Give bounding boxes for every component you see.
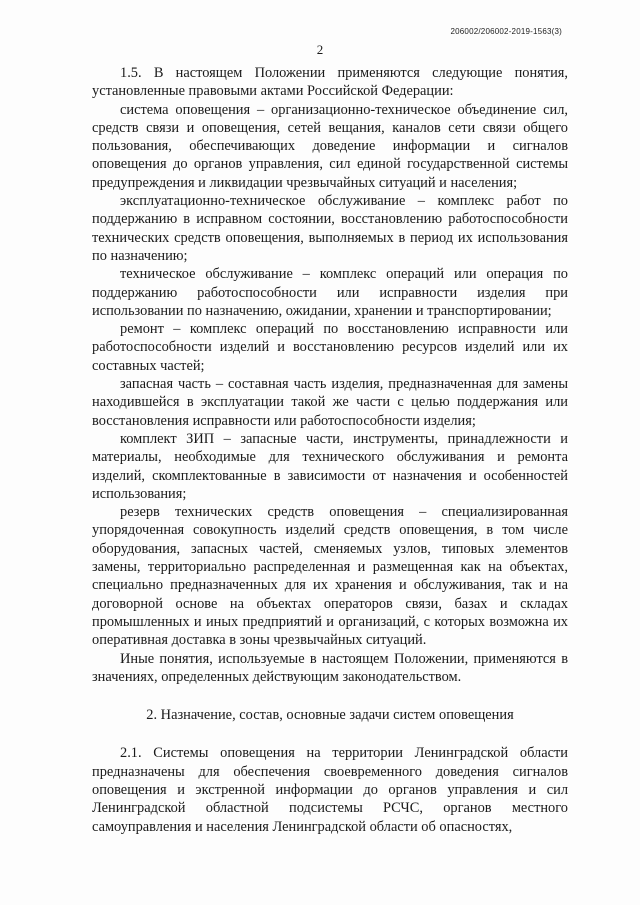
definition-spare-part: запасная часть – составная часть изделия, предназначенная для замены находившейся в эксплуатации такой же части с целью поддержания или восстановления исправности или работоспособности изделия;: [92, 376, 568, 429]
definition-repair: ремонт – комплекс операций по восстановлению исправности или работоспособности изделий и восстановлению ресурсов изделий или их составных частей;: [92, 321, 568, 374]
page-number: 2: [316, 42, 324, 57]
paragraph-1-5-intro: 1.5. В настоящем Положении применяются следующие понятия, установленные правовыми актами Российской Федерации:: [92, 65, 568, 100]
paragraph-other-terms: Иные понятия, используемые в настоящем Положении, применяются в значениях, определенных действующим законодательством.: [92, 650, 568, 685]
section-heading: 2. Назначение, состав, основные задачи систем оповещения: [146, 707, 514, 724]
definition-technical-maintenance: техническое обслуживание – комплекс операций или операция по поддержанию работоспособности или исправности изделия при использовании по назначению, ожидании, хранении и транспортировании;: [92, 266, 568, 319]
paragraph-2-1: 2.1. Системы оповещения на территории Ленинградской области предназначены для обеспечения своевременного доведения сигналов оповещения и экстренной информации до органов управления и сил Ленинградской областной подсистемы РСЧС, органов местного самоуправления и населения Ленинградской области об опасностях,: [92, 745, 568, 835]
document-body: [92, 64, 568, 836]
definition-operational-maintenance: эксплуатационно-техническое обслуживание – комплекс работ по поддержанию в исправном состоянии, восстановлению работоспособности технических средств оповещения, выполняемых в период их использования по назначению;: [92, 193, 568, 264]
definition-reserve: резерв технических средств оповещения – специализированная упорядоченная совокупность изделий средств оповещения, в том числе оборудования, запасных частей, сменяемых узлов, типовых элементов замены, территориально распределенная и размещенная как на объектах, специально предназначенных для их хранения и обслуживания, так и на договорной основе на объектах операторов связи, базах и складах промышленных и иных предприятий и организаций, с которых возможна их оперативная доставка в зоны чрезвычайных ситуаций.: [92, 504, 568, 649]
definition-zip-kit: комплект ЗИП – запасные части, инструменты, принадлежности и материалы, необходимые для технического обслуживания и ремонта изделий, скомплектованные в зависимости от назначения и особенностей использования;: [92, 430, 568, 502]
document-id: 206002/206002-2019-1563(3): [450, 27, 562, 36]
definition-notification-system: система оповещения – организационно-техническое объединение сил, средств связи и оповещения, сетей вещания, каналов сети связи общего пользования, обеспечивающих доведение информации и сигналов оповещения до органов управления, сил единой государственной системы предупреждения и ликвидации чрезвычайных ситуаций и населения;: [92, 101, 568, 191]
